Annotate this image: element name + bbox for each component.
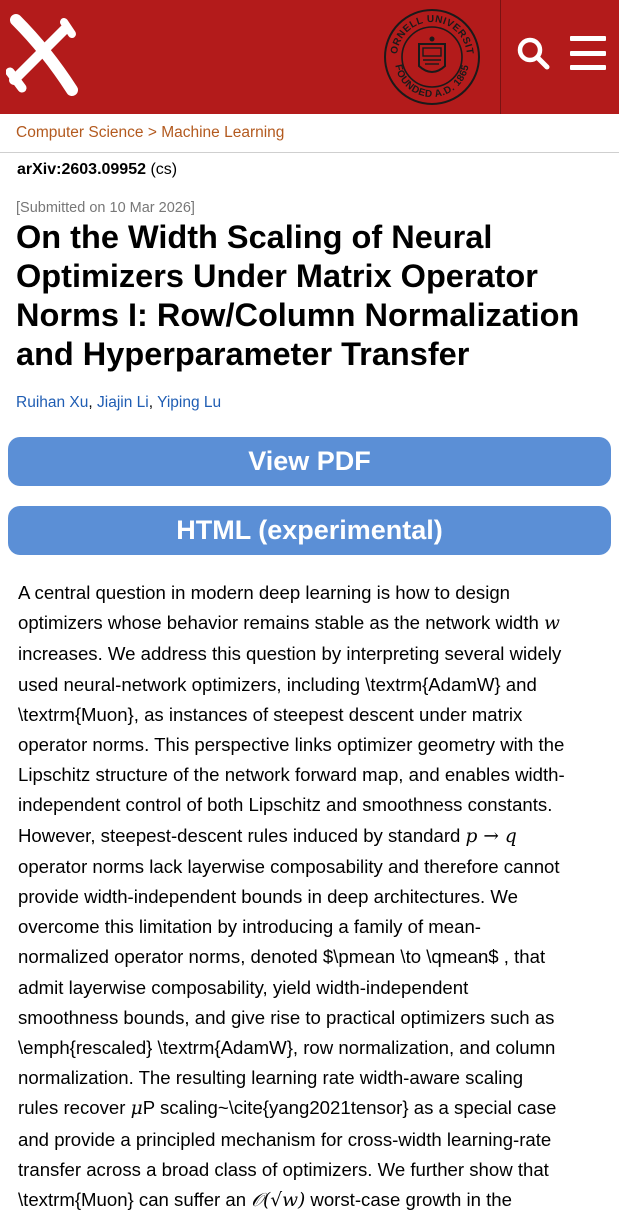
header-divider [500,0,501,114]
math-big-o: 𝒪(√w) [251,1190,306,1212]
paper-title: On the Width Scaling of Neural Optimizers Under Matrix Operator Norms I: Row/Column Normalization and Hyperparameter Transfer [16,219,580,372]
submission-date: [Submitted on 10 Mar 2026] [16,200,195,216]
site-header [0,0,619,114]
abstract-line: \textrm{Muon}, as instances of steepest descent under matrix [18,703,523,725]
breadcrumb-separator: > [143,124,162,141]
abstract-text: However, steepest-descent rules induced by standard [18,824,466,846]
abstract-line: \emph{rescaled} \textrm{AdamW}, row normalization, and column [18,1037,556,1059]
arxiv-id-number: arXiv:2603.09952 [17,161,146,178]
cornell-seal-logo [383,8,481,106]
abstract-line [18,608,603,639]
arxiv-id [17,161,177,179]
menu-bar [570,65,606,70]
abstract-text: optimizers whose behavior remains stable as the network width [18,612,545,634]
abstract-line: smoothness bounds, and give rise to practical optimizers such as [18,1006,555,1028]
arxiv-x-logo-icon[interactable] [6,10,80,100]
abstract-line: Lipschitz structure of the network forward map, and enables width- [18,764,565,786]
svg-text:CORNELL UNIVERSITY: ORNELL UNIVERSIT [389,13,476,56]
abstract-line: provide width-independent bounds in deep architectures. We [18,886,518,908]
math-p-to-q: p → q [465,825,517,847]
breadcrumb-subcategory-link[interactable]: Machine Learning [161,124,285,141]
abstract-line: operator norms lack layerwise composability and therefore cannot [18,855,560,877]
hamburger-menu-icon[interactable] [570,36,606,70]
author-separator: , [88,394,98,411]
abstract-line: normalized operator norms, denoted $\pmean \to \qmean$ , that [18,946,546,968]
arxiv-id-suffix: (cs) [146,161,178,178]
menu-bar [570,51,606,56]
abstract [18,578,603,1216]
abstract-line: overcome this limitation by introducing a family of mean- [18,916,481,938]
svg-text:FOUNDED A.D. 1865: FOUNDED A.D. 1865 [392,63,472,101]
view-pdf-button[interactable]: View PDF [8,437,611,486]
abstract-line: increases. We address this question by interpreting several widely [18,643,562,665]
abstract-text: \textrm{Muon} can suffer an [18,1189,252,1211]
abstract-line: used neural-network optimizers, including \textrm{AdamW} and [18,673,537,695]
html-experimental-button[interactable]: HTML (experimental) [8,506,611,555]
author-list [16,394,221,412]
menu-bar [570,36,606,41]
abstract-line [18,1185,603,1216]
breadcrumb [16,124,284,142]
author-separator: , [148,394,158,411]
abstract-line: A central question in modern deep learning is how to design [18,582,511,603]
abstract-line: operator norms. This perspective links optimizer geometry with the [18,734,565,756]
breadcrumb-rule [0,152,619,153]
abstract-text: rules recover [18,1097,131,1119]
math-w: w [544,613,560,635]
abstract-line [18,1093,603,1124]
abstract-line: and provide a principled mechanism for cross-width learning-rate [18,1128,552,1150]
math-mu: μ [130,1098,143,1120]
abstract-line: transfer across a broad class of optimizers. We further show that [18,1158,549,1180]
abstract-line: independent control of both Lipschitz and smoothness constants. [18,794,553,816]
author-link[interactable]: Yiping Lu [157,394,222,411]
breadcrumb-category-link[interactable]: Computer Science [16,124,144,141]
abstract-line: normalization. The resulting learning rate width-aware scaling [18,1067,524,1089]
abstract-line: admit layerwise composability, yield width-independent [18,976,469,998]
abstract-text: P scaling~\cite{yang2021tensor} as a special case [142,1097,557,1119]
abstract-text: worst-case growth in the [305,1189,512,1211]
search-icon[interactable] [514,34,552,72]
abstract-line [18,821,603,852]
author-link[interactable]: Ruihan Xu [16,394,89,411]
author-link[interactable]: Jiajin Li [97,394,149,411]
